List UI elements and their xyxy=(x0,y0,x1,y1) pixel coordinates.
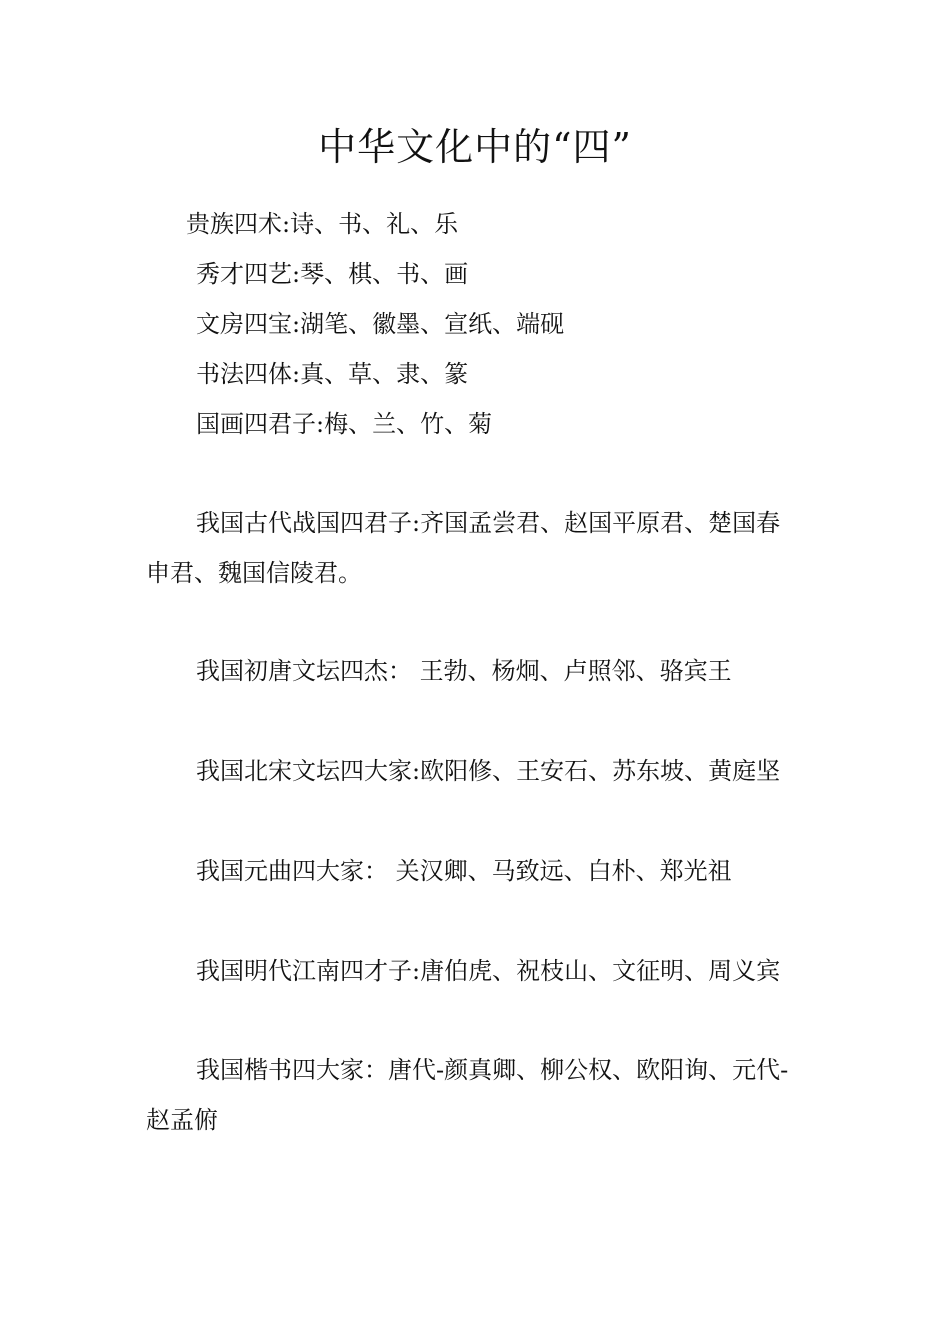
list-item-nobility-four-arts: 贵族四术:诗、书、礼、乐 xyxy=(186,210,459,238)
page-title: 中华文化中的“四” xyxy=(318,125,632,169)
paragraph-early-tang-four-masters xyxy=(146,646,806,696)
paragraph-line: 我国元曲四大家： 关汉卿、马致远、白朴、郑光祖 xyxy=(196,857,732,885)
paragraph-four-regular-script-masters xyxy=(146,1045,806,1145)
paragraph-line: 我国楷书四大家：唐代-颜真卿、柳公权、欧阳询、元代- xyxy=(196,1056,789,1084)
paragraph-line: 赵孟俯 xyxy=(146,1106,218,1134)
list-item-four-calligraphy-styles: 书法四体:真、草、隶、篆 xyxy=(196,360,469,388)
paragraph-ming-jiangnan-four-talents xyxy=(146,946,806,996)
paragraph-line: 我国明代江南四才子:唐伯虎、祝枝山、文征明、周义宾 xyxy=(196,957,781,985)
paragraph-line: 我国初唐文坛四杰： 王勃、杨炯、卢照邻、骆宾王 xyxy=(196,657,732,685)
paragraph-line: 我国北宋文坛四大家:欧阳修、王安石、苏东坡、黄庭坚 xyxy=(196,757,781,785)
list-item-four-treasures-of-study: 文房四宝:湖笔、徽墨、宣纸、端砚 xyxy=(196,310,565,338)
list-item-scholar-four-arts: 秀才四艺:琴、棋、书、画 xyxy=(196,260,469,288)
list-item-four-gentlemen-painting: 国画四君子:梅、兰、竹、菊 xyxy=(196,410,493,438)
paragraph-yuan-qu-four-masters xyxy=(146,846,806,896)
paragraph-line: 我国古代战国四君子:齐国孟尝君、赵国平原君、楚国春 xyxy=(196,509,781,537)
paragraph-line: 申君、魏国信陵君。 xyxy=(146,559,362,587)
paragraph-warring-states-four-lords xyxy=(146,498,806,598)
paragraph-northern-song-four-masters xyxy=(146,746,806,796)
